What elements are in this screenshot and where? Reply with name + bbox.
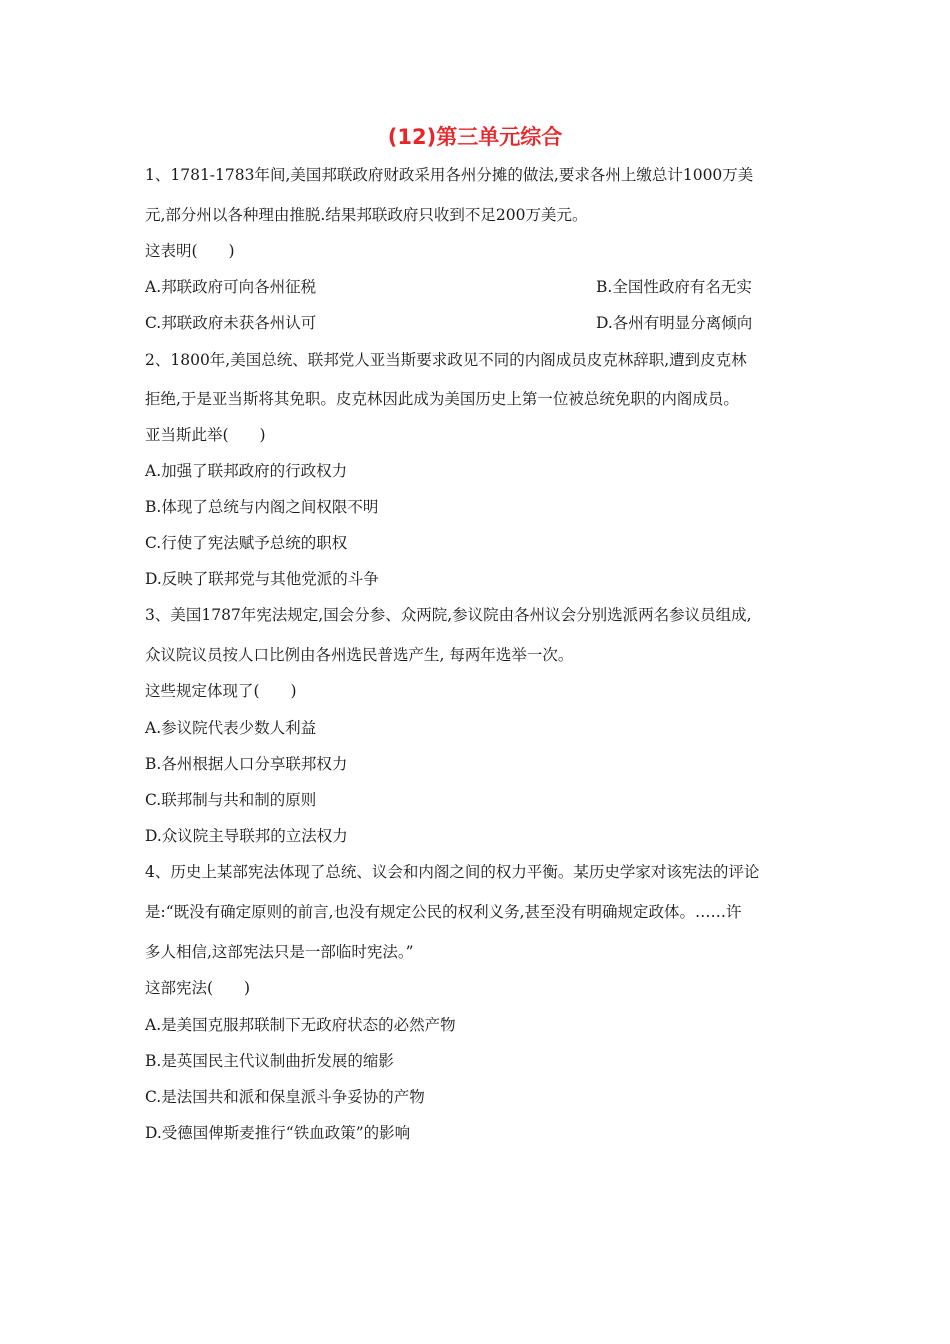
question-4-option-c[interactable]: C.是法国共和派和保皇派斗争妥协的产物	[145, 1088, 425, 1106]
question-4-option-d[interactable]: D.受德国俾斯麦推行“铁血政策”的影响	[145, 1124, 411, 1142]
question-2-option-d[interactable]: D.反映了联邦党与其他党派的斗争	[145, 570, 379, 588]
question-2-option-c[interactable]: C.行使了宪法赋予总统的职权	[145, 534, 348, 552]
question-3-option-a[interactable]: A.参议院代表少数人利益	[145, 719, 317, 737]
question-1-stem-line: 1、1781-1783年间,美国邦联政府财政采用各州分摊的做法,要求各州上缴总计1000万美	[145, 166, 754, 184]
page-title: (12)第三单元综合	[387, 125, 563, 149]
question-1-prompt: 这表明( )	[145, 242, 235, 260]
question-4-stem-line: 多人相信,这部宪法只是一部临时宪法。”	[145, 943, 414, 961]
question-4-stem-line: 是:“既没有确定原则的前言,也没有规定公民的权利义务,甚至没有明确规定政体。……许	[145, 903, 742, 921]
question-2-option-a[interactable]: A.加强了联邦政府的行政权力	[145, 462, 348, 480]
question-4-stem-line: 4、历史上某部宪法体现了总统、议会和内阁之间的权力平衡。某历史学家对该宪法的评论	[145, 863, 760, 881]
question-3-stem-line: 3、美国1787年宪法规定,国会分参、众两院,参议院由各州议会分别选派两名参议员组成,	[145, 606, 752, 624]
question-3-option-c[interactable]: C.联邦制与共和制的原则	[145, 791, 317, 809]
question-3-stem-line: 众议院议员按人口比例由各州选民普选产生, 每两年选举一次。	[145, 646, 574, 664]
question-1-option-b[interactable]: B.全国性政府有名无实	[596, 278, 752, 296]
question-4-prompt: 这部宪法( )	[145, 979, 251, 997]
question-4-option-a[interactable]: A.是美国克服邦联制下无政府状态的必然产物	[145, 1016, 456, 1034]
question-3-option-d[interactable]: D.众议院主导联邦的立法权力	[145, 827, 348, 845]
question-1-option-d[interactable]: D.各州有明显分离倾向	[596, 314, 753, 332]
question-1-option-c[interactable]: C.邦联政府未获各州认可	[145, 314, 317, 332]
question-1-option-a[interactable]: A.邦联政府可向各州征税	[145, 278, 317, 296]
question-3-prompt: 这些规定体现了( )	[145, 682, 297, 700]
question-2-option-b[interactable]: B.体现了总统与内阁之间权限不明	[145, 498, 379, 516]
question-2-stem-line: 拒绝,于是亚当斯将其免职。皮克林因此成为美国历史上第一位被总统免职的内阁成员。	[145, 390, 739, 408]
question-1-stem-line: 元,部分州以各种理由推脱.结果邦联政府只收到不足200万美元。	[145, 206, 588, 224]
question-3-option-b[interactable]: B.各州根据人口分享联邦权力	[145, 755, 348, 773]
question-2-prompt: 亚当斯此举( )	[145, 426, 266, 444]
question-2-stem-line: 2、1800年,美国总统、联邦党人亚当斯要求政见不同的内阁成员皮克林辞职,遭到皮克林	[145, 351, 747, 369]
question-4-option-b[interactable]: B.是英国民主代议制曲折发展的缩影	[145, 1052, 394, 1070]
